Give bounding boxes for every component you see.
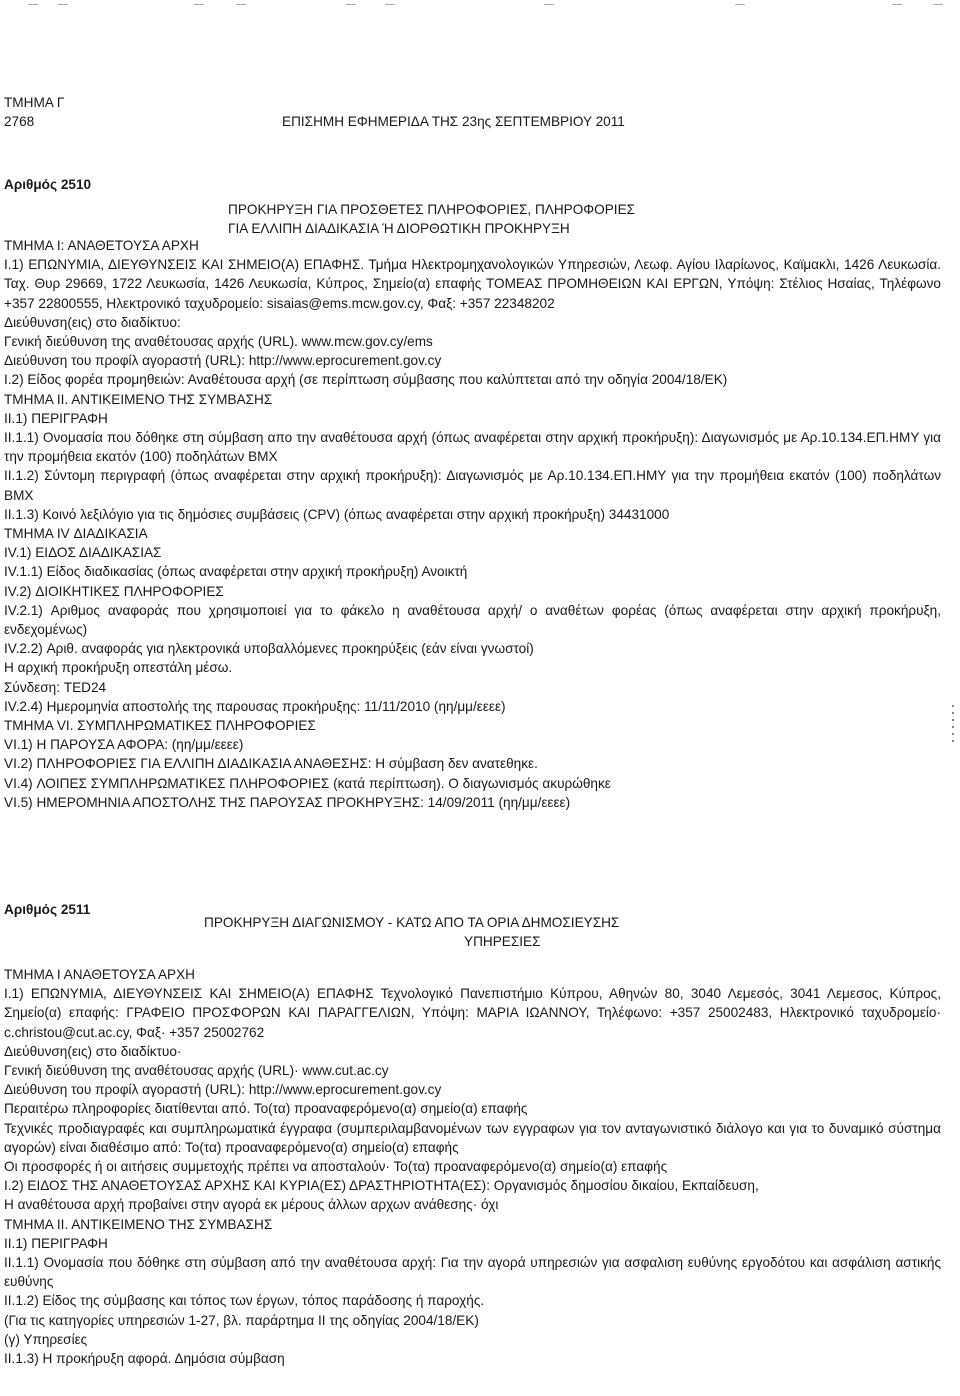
text-line: ΙΙ.1) ΠΕΡΙΓΡΑΦΗ bbox=[4, 1235, 108, 1251]
text-paragraph: ΙΙ.1.1) Ονομασία που δόθηκε στη σύμβαση απο την αναθέτουσα αρχή (όπως αναφέρεται στην αρχική προκήρυξη): Διαγωνισμός με Αρ.10.134.ΕΠ.ΗΜΥ για την προμήθεια εκατόν (100) ποδηλάτων ΒΜΧ bbox=[4, 430, 941, 465]
notice-title-line: ΥΠΗΡΕΣΙΕΣ bbox=[464, 934, 541, 950]
section-heading: ΤΜΗΜΑ Ι: ΑΝΑΘΕΤΟΥΣΑ ΑΡΧΗ bbox=[4, 238, 199, 253]
text-paragraph: IV.2.1) Αριθμος αναφοράς που χρησιμοποιεί για το φάκελο η αναθέτουσα αρχή/ ο αναθέτων φορέας (όπως αναφέρεται στην αρχική προκήρυξη, ενδεχομένως) bbox=[4, 602, 941, 638]
text-line: IV.2.2) Αριθ. αναφοράς για ηλεκτρονικά υποβαλλόμενες προκηρύξεις (εάν είναι γνωστοί) bbox=[4, 641, 534, 657]
text-line: VI.5) ΗΜΕΡΟΜΗΝΙΑ ΑΠΟΣΤΟΛΗΣ ΤΗΣ ΠΑΡΟΥΣΑΣ ΠΡΟΚΗΡΥΞΗΣ: 14/09/2011 (ηη/μμ/εεεε) bbox=[4, 794, 571, 810]
text-line: ΙΙ.1.3) Η προκήρυξη αφορά. Δημόσια σύμβαση bbox=[4, 1351, 285, 1367]
notice-title bbox=[4, 913, 954, 951]
text-line: Ι.2) Είδος φορέα προμηθειών: Αναθέτουσα αρχή (σε περίπτωση σύμβασης που καλύπτεται από την οδηγία 2004/18/ΕΚ) bbox=[4, 372, 728, 388]
text-paragraph: ΙΙ.1.1) Ονομασία που δόθηκε στη σύμβαση από την αναθέτουσα αρχή: Για την αγορά υπηρεσιών για ασφαλιση ευθύνης εργοδότου και ασφάλιση αστικής ευθύνης bbox=[4, 1255, 941, 1290]
notice-title-line: ΠΡΟΚΗΡΥΞΗ ΓΙΑ ΠΡΟΣΘΕΤΕΣ ΠΛΗΡΟΦΟΡΙΕΣ, ΠΛΗΡΟΦΟΡΙΕΣ bbox=[228, 202, 636, 218]
text-line: Η αρχική προκήρυξη οπεστάλη μέσω. bbox=[4, 660, 233, 676]
section-heading: ΤΜΗΜΑ IV ΔΙΑΔΙΚΑΣΙΑ bbox=[4, 526, 148, 542]
text-line: Οι προσφορές ή οι αιτήσεις συμμετοχής πρέπει να αποσταλούν· Το(τα) προαναφερόμενο(α) σημείο(α) επαφής bbox=[4, 1159, 668, 1175]
section-heading: ΤΜΗΜΑ ΙΙ. ΑΝΤΙΚΕΙΜΕΝΟ ΤΗΣ ΣΥΜΒΑΣΗΣ bbox=[4, 391, 273, 407]
contact-paragraph: Ι.1) ΕΠΩΝΥΜΙΑ, ΔΙΕΥΘΥΝΣΕΙΣ ΚΑΙ ΣΗΜΕΙΟ(Α) ΕΠΑΦΗΣ Τεχνολογικό Πανεπιστήμιο Κύπρου, Αθηνών 80, 3040 Λεμεσός, 3041 Λεμεσος, Κύπρος, Σημείο(α) επαφής: ΓΡΑΦΕΙΟ ΠΡΟΣΦΟΡΩΝ ΚΑΙ ΠΑΡΑΓΓΕΛΙΩΝ, Υπόψη: ΜΑΡΙΑ ΙΩΑΝΝΟΥ, Τηλέφωνο: +357 25002483, Ηλεκτρονικό ταχυδρομείο· c.christou@cut.ac.cy, Φαξ· +357 25002762 bbox=[4, 986, 941, 1040]
text-line: IV.2) ΔΙΟΙΚΗΤΙΚΕΣ ΠΛΗΡΟΦΟΡΙΕΣ bbox=[4, 583, 224, 599]
text-line: (Για τις κατηγορίες υπηρεσιών 1-27, βλ. παράρτημα ΙΙ της οδηγίας 2004/18/ΕΚ) bbox=[4, 1312, 479, 1328]
notice-title bbox=[4, 200, 954, 238]
page-header bbox=[4, 93, 764, 131]
notice-2510-body bbox=[4, 236, 944, 812]
page-number: 2768 bbox=[4, 114, 35, 130]
notice-title-line: ΓΙΑ ΕΛΛΙΠΗ ΔΙΑΔΙΚΑΣΙΑ Ή ΔΙΟΡΘΩΤΙΚΗ ΠΡΟΚΗΡΥΞΗ bbox=[228, 221, 570, 237]
text-line: Διεύθυνση του προφίλ αγοραστή (URL): http://www.eprocurement.gov.cy bbox=[4, 353, 442, 369]
text-line: VI.2) ΠΛΗΡΟΦΟΡΙΕΣ ΓΙΑ ΕΛΛΙΠΗ ΔΙΑΔΙΚΑΣΙΑ ΑΝΑΘΕΣΗΣ: Η σύμβαση δεν ανατεθηκε. bbox=[4, 756, 538, 772]
text-paragraph: Ι.2) ΕΙΔΟΣ ΤΗΣ ΑΝΑΘΕΤΟΥΣΑΣ ΑΡΧΗΣ ΚΑΙ ΚΥΡΙΑ(ΕΣ) ΔΡΑΣΤΗΡΙΟΤΗΤΑ(ΕΣ): Οργανισμός δημοσίου δικαίου, Εκπαίδευση, bbox=[4, 1178, 759, 1194]
text-line: IV.1.1) Είδος διαδικασίας (όπως αναφέρεται στην αρχική προκήρυξη) Ανοικτή bbox=[4, 564, 468, 580]
text-line: Η αναθέτουσα αρχή προβαίνει στην αγορά εκ μέρους άλλων αρχων ανάθεσης· όχι bbox=[4, 1197, 499, 1213]
text-line: IV.2.4) Ημερομηνία αποστολής της παρουσας προκήρυξης: 11/11/2010 (ηη/μμ/εεεε) bbox=[4, 698, 506, 714]
text-line: Γενική διεύθυνση της αναθέτουσας αρχής (URL). www.mcw.gov.cy/ems bbox=[4, 334, 433, 350]
text-line: Διεύθυνση του προφίλ αγοραστή (URL): http://www.eprocurement.gov.cy bbox=[4, 1082, 442, 1098]
contact-paragraph: Ι.1) ΕΠΩΝΥΜΙΑ, ΔΙΕΥΘΥΝΣΕΙΣ ΚΑΙ ΣΗΜΕΙΟ(Α) ΕΠΑΦΗΣ. Τμήμα Ηλεκτρομηχανολογικών Υπηρεσιών, Λεωφ. Αγίου Ιλαρίωνος, Καϊμακλι, 1426 Λευκωσία. Ταχ. Θυρ 29669, 1722 Λευκωσία, 1426 Λευκωσία, Κύπρος, Σημείο(α) επαφής ΤΟΜΕΑΣ ΠΡΟΜΗΘΕΙΩΝ ΚΑΙ ΕΡΓΩΝ, Υπόψη: Στέλιος Ησαίας, Τηλέφωνο +357 22800555, Ηλεκτρονικό ταχυδρομείο: sisaias@ems.mcw.gov.cy, Φαξ: +357 22348202 bbox=[4, 257, 941, 311]
text-paragraph: Τεχνικές προδιαγραφές και συμπληρωματικά έγγραφα (συμπεριλαμβανομένων των εγγραφων για τον ανταγωνιστικό διάλογο και για το δυναμικό σύστημα αγορών) είναι διαθέσιμο από: Το(τα) προαναφερόμενο(α) σημείο(α) επαφής bbox=[4, 1120, 941, 1155]
text-line: ΙΙ.1) ΠΕΡΙΓΡΑΦΗ bbox=[4, 410, 108, 426]
text-line: Γενική διεύθυνση της αναθέτουσας αρχής (URL)· www.cut.ac.cy bbox=[4, 1063, 389, 1079]
publication-title: ΕΠΙΣΗΜΗ ΕΦΗΜΕΡΙΔΑ ΤΗΣ 23ης ΣΕΠΤΕΜΒΡΙΟΥ 2011 bbox=[282, 114, 625, 130]
header-line bbox=[4, 112, 764, 131]
text-line: ΙΙ.1.2) Είδος της σύμβασης και τόπος των έργων, τόπος παράδοσης ή παροχής. bbox=[4, 1293, 485, 1309]
section-heading: ΤΜΗΜΑ ΙΙ. ΑΝΤΙΚΕΙΜΕΝΟ ΤΗΣ ΣΥΜΒΑΣΗΣ bbox=[4, 1216, 273, 1232]
text-line: ΙΙ.1.3) Κοινό λεξιλόγιο για τις δημόσιες συμβάσεις (CPV) (όπως αναφέρεται στην αρχική προκήρυξη) 34431000 bbox=[4, 506, 670, 522]
notice-2510 bbox=[4, 175, 954, 239]
text-line: VI.4) ΛΟΙΠΕΣ ΣΥΜΠΛΗΡΩΜΑΤΙΚΕΣ ΠΛΗΡΟΦΟΡΙΕΣ (κατά περίπτωση). Ο διαγωνισμός ακυρώθηκε bbox=[4, 775, 611, 791]
margin-scan-marks bbox=[950, 700, 956, 747]
text-line: Σύνδεση: TED24 bbox=[4, 679, 107, 695]
text-line: Διεύθυνση(εις) στο διαδίκτυο: bbox=[4, 314, 181, 330]
text-paragraph: ΙΙ.1.2) Σύντομη περιγραφή (όπως αναφέρεται στην αρχική προκήρυξη): Διαγωνισμός με Αρ.10.134.ΕΠ.ΗΜΥ για την προμήθεια εκατόν (100) ποδηλάτων ΒΜΧ bbox=[4, 468, 941, 503]
text-line: VI.1) Η ΠΑΡΟΥΣΑ ΑΦΟΡΑ: (ηη/μμ/εεεε) bbox=[4, 737, 244, 753]
notice-number: Αριθμός 2511 bbox=[4, 902, 91, 917]
text-line: (γ) Υπηρεσίες bbox=[4, 1331, 88, 1347]
text-line: Περαιτέρω πληροφορίες διατίθενται από. Το(τα) προαναφερόμενο(α) σημείο(α) επαφής bbox=[4, 1101, 528, 1117]
section-heading: ΤΜΗΜΑ Ι ΑΝΑΘΕΤΟΥΣΑ ΑΡΧΗ bbox=[4, 967, 195, 982]
text-line: Διεύθυνση(εις) στο διαδίκτυο· bbox=[4, 1043, 182, 1059]
notice-number: Αριθμός 2510 bbox=[4, 177, 92, 192]
section-label: ΤΜΗΜΑ Γ bbox=[4, 95, 65, 110]
scan-artifacts bbox=[0, 0, 960, 14]
section-heading: ΤΜΗΜΑ VI. ΣΥΜΠΛΗΡΩΜΑΤΙΚΕΣ ΠΛΗΡΟΦΟΡΙΕΣ bbox=[4, 718, 316, 734]
text-line: IV.1) ΕΙΔΟΣ ΔΙΑΔΙΚΑΣΙΑΣ bbox=[4, 545, 162, 561]
notice-2511-body bbox=[4, 965, 944, 1368]
notice-2511 bbox=[4, 900, 954, 952]
notice-title-line: ΠΡΟΚΗΡΥΞΗ ΔΙΑΓΩΝΙΣΜΟΥ - ΚΑΤΩ ΑΠΟ ΤΑ ΟΡΙΑ ΔΗΜΟΣΙΕΥΣΗΣ bbox=[204, 915, 620, 931]
